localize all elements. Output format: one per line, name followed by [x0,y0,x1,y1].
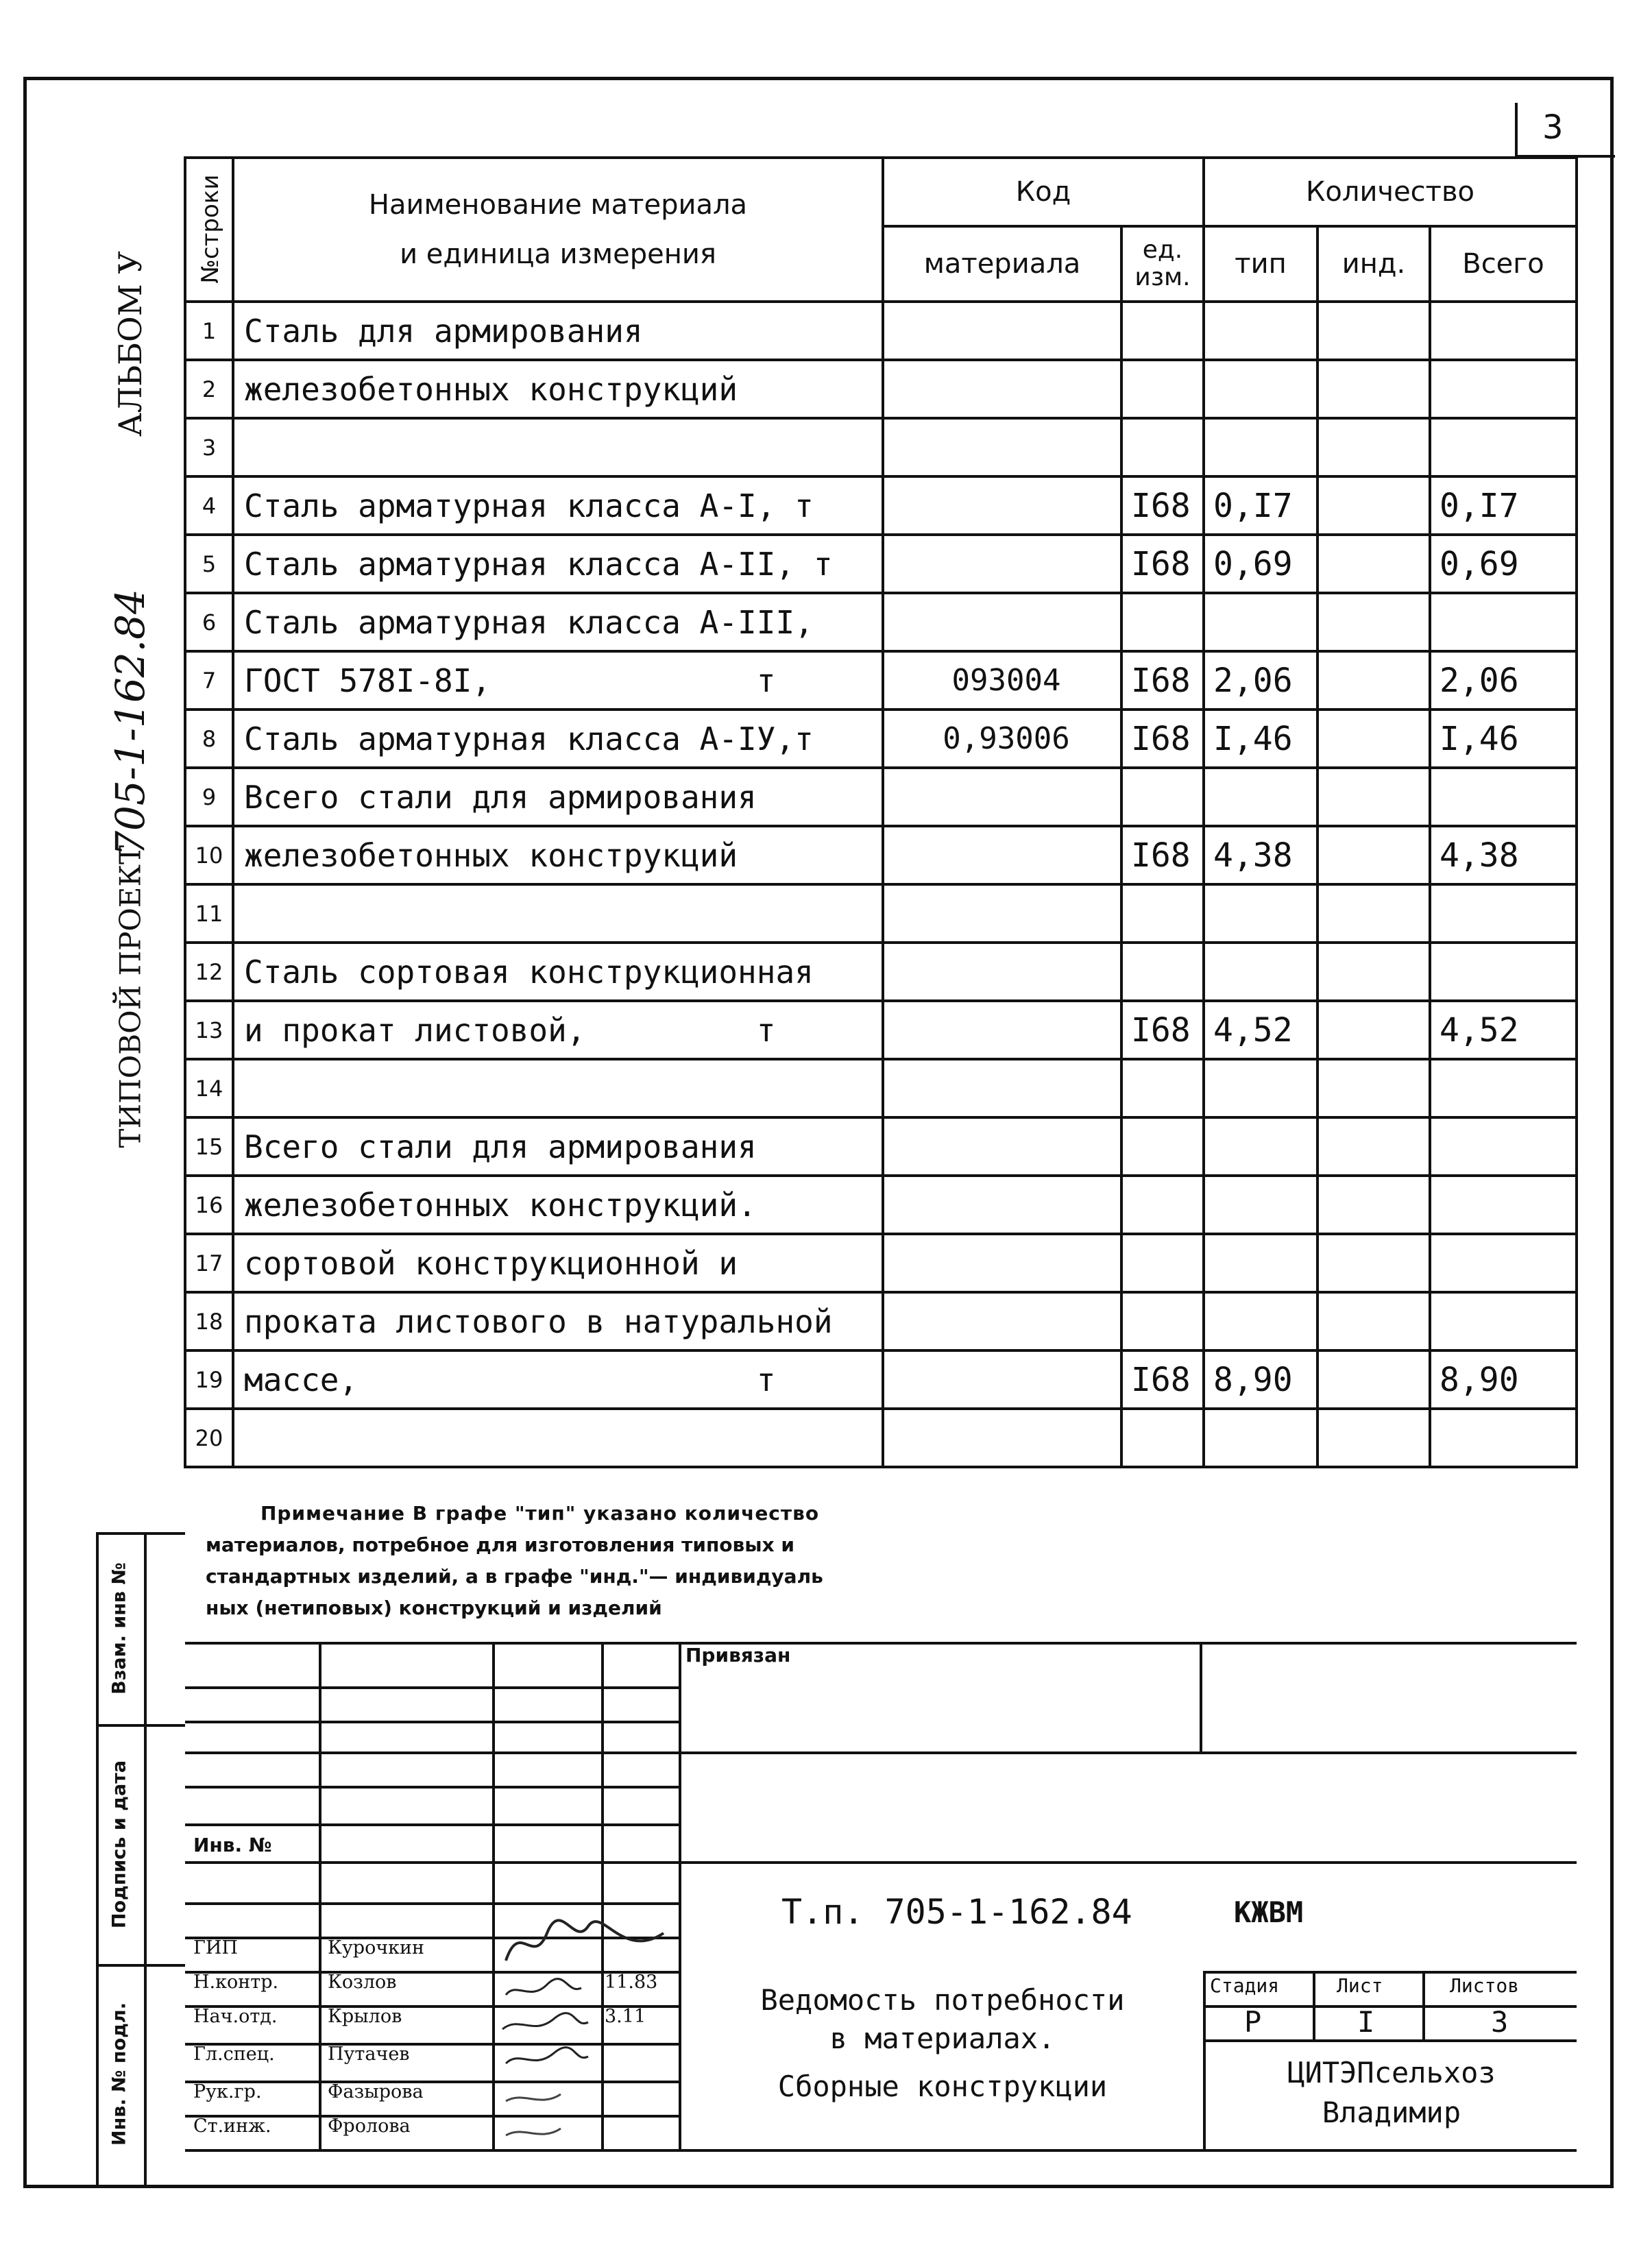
material-code-cell [883,593,1121,651]
note-block [206,1498,1028,1624]
document-code: Т.п. 705-1-162.84 [781,1892,1132,1932]
unit-header: ед. изм. [1121,226,1204,302]
unit-code-cell [1121,1117,1204,1176]
row-number-cell: 8 [185,710,233,768]
table-row [185,476,1577,535]
type-quantity-cell [1204,884,1317,943]
ind-quantity-cell [1317,1001,1430,1059]
bound-label: Привязан [685,1644,791,1666]
unit-code-cell [1121,1292,1204,1350]
inv-no-label: Инв. № [193,1834,272,1856]
material-name-cell: железобетонных конструкций [233,360,883,418]
sheet-label: Лист [1337,1974,1383,1997]
ind-quantity-cell [1317,360,1430,418]
material-code-cell [883,1292,1121,1350]
material-code-cell [883,826,1121,884]
total-quantity-cell [1430,302,1577,360]
row-number-cell: 11 [185,884,233,943]
row-number-cell: 1 [185,302,233,360]
document-title-line-1: Ведомость потребности [760,1983,1125,2017]
total-quantity-cell: 0,I7 [1430,476,1577,535]
ind-quantity-cell [1317,1409,1430,1467]
type-quantity-cell: 8,90 [1204,1350,1317,1409]
signature-gip [506,1920,664,1961]
type-quantity-cell [1204,302,1317,360]
unit-code-cell: I68 [1121,1001,1204,1059]
signatory-role: Рук.гр. [193,2081,262,2102]
material-code-cell [883,1409,1121,1467]
signature-rukgr [506,2094,561,2101]
material-code-cell [883,884,1121,943]
quantity-header: Количество [1204,158,1577,226]
material-name-cell: Сталь сортовая конструкционная [233,943,883,1001]
total-quantity-cell [1430,943,1577,1001]
row-number-cell: 5 [185,535,233,593]
ind-quantity-cell [1317,884,1430,943]
organization-line-2: Владимир [1322,2096,1461,2129]
material-name-cell [233,884,883,943]
row-number-header: №строки [185,158,233,302]
signature-stinzh [506,2129,561,2135]
signatory-role: Н.контр. [193,1972,279,1993]
unit-code-cell [1121,1409,1204,1467]
row-number-cell: 14 [185,1059,233,1117]
note-line-2: материалов, потребное для изготовления типовых и [206,1533,794,1556]
signature-nkontr [506,1979,581,1995]
ind-quantity-cell [1317,710,1430,768]
total-quantity-cell: 2,06 [1430,651,1577,710]
material-name-cell: железобетонных конструкций [233,826,883,884]
material-name-cell: Сталь арматурная класса А-III, [233,593,883,651]
sheets-label: Листов [1450,1974,1520,1997]
document-title [685,1981,1200,2106]
ind-quantity-cell [1317,826,1430,884]
row-number-cell: 20 [185,1409,233,1467]
row-number-cell: 6 [185,593,233,651]
document-mark: КЖВМ [1234,1895,1304,1929]
material-name-cell: проката листового в натуральной [233,1292,883,1350]
stage-label: Стадия [1210,1974,1280,1997]
unit-code-cell: I68 [1121,535,1204,593]
note-line-3: стандартных изделий, а в графе "инд."— индивидуаль [206,1565,823,1588]
unit-code-cell: I68 [1121,476,1204,535]
material-code-cell: 093004 [883,651,1121,710]
sheet-number-box [1515,103,1615,158]
type-quantity-cell: 4,38 [1204,826,1317,884]
ind-quantity-cell [1317,302,1430,360]
type-quantity-cell: 0,I7 [1204,476,1317,535]
material-code-cell [883,360,1121,418]
type-quantity-cell [1204,1176,1317,1234]
material-code-cell [883,1176,1121,1234]
inv-podl-label: Инв. № подл. [108,2002,130,2146]
unit-code-cell [1121,1176,1204,1234]
signatory-name: Фазырова [328,2081,424,2102]
type-quantity-cell: 4,52 [1204,1001,1317,1059]
type-quantity-cell [1204,418,1317,476]
total-quantity-cell [1430,1059,1577,1117]
type-quantity-cell: 0,69 [1204,535,1317,593]
row-number-cell: 9 [185,768,233,826]
signatory-date: 11.83 [605,1972,658,1993]
row-number-cell: 2 [185,360,233,418]
table-row [185,710,1577,768]
material-code-cell [883,1350,1121,1409]
material-code-cell [883,302,1121,360]
material-code-cell [883,1001,1121,1059]
ind-quantity-cell [1317,418,1430,476]
unit-code-cell [1121,768,1204,826]
ind-quantity-cell [1317,943,1430,1001]
material-code-cell [883,418,1121,476]
row-number-cell: 15 [185,1117,233,1176]
total-quantity-cell: 4,52 [1430,1001,1577,1059]
total-quantity-cell [1430,1409,1577,1467]
row-number-cell: 3 [185,418,233,476]
ind-quantity-cell [1317,1350,1430,1409]
unit-code-cell: I68 [1121,651,1204,710]
total-quantity-cell: 0,69 [1430,535,1577,593]
material-name-cell: Сталь арматурная класса А-IУ,т [233,710,883,768]
signatory-name: Курочкин [328,1937,425,1959]
ind-quantity-cell [1317,651,1430,710]
organization [1206,2053,1577,2133]
signatures-graphic [492,1906,679,2149]
sheets-value: 3 [1491,2005,1509,2039]
unit-code-cell: I68 [1121,826,1204,884]
signatory-role: ГИП [193,1937,238,1959]
material-code-cell [883,476,1121,535]
table-row [185,593,1577,651]
material-name-cell: Сталь арматурная класса А-I, т [233,476,883,535]
type-header: тип [1204,226,1317,302]
row-number-cell: 4 [185,476,233,535]
type-quantity-cell [1204,1234,1317,1292]
ind-quantity-cell [1317,476,1430,535]
type-quantity-cell: 2,06 [1204,651,1317,710]
total-quantity-cell [1430,593,1577,651]
sheet-number: 3 [1542,108,1564,147]
material-code-header: материала [883,226,1121,302]
material-name-cell: ГОСТ 578I-8I, т [233,651,883,710]
row-number-cell: 10 [185,826,233,884]
signature-glspec [506,2048,588,2063]
ind-quantity-cell [1317,1117,1430,1176]
table-row [185,943,1577,1001]
material-name-cell: железобетонных конструкций. [233,1176,883,1234]
total-quantity-cell: 8,90 [1430,1350,1577,1409]
unit-code-cell [1121,360,1204,418]
table-row [185,535,1577,593]
total-quantity-cell [1430,1117,1577,1176]
signatory-name: Путачев [328,2044,410,2065]
sheet-value: I [1357,2005,1375,2039]
ind-quantity-cell [1317,768,1430,826]
row-number-cell: 18 [185,1292,233,1350]
ind-header: инд. [1317,226,1430,302]
signatory-role: Нач.отд. [193,2006,278,2027]
material-name-cell: Всего стали для армирования [233,768,883,826]
document-title-line-2: в материалах. [829,2022,1056,2055]
type-quantity-cell [1204,768,1317,826]
table-row [185,651,1577,710]
material-name-cell: сортовой конструкционной и [233,1234,883,1292]
unit-code-cell: I68 [1121,1350,1204,1409]
row-number-cell: 13 [185,1001,233,1059]
signatory-role: Гл.спец. [193,2044,275,2065]
total-quantity-cell [1430,884,1577,943]
total-quantity-cell [1430,418,1577,476]
total-quantity-cell [1430,1292,1577,1350]
material-name-cell: Сталь для армирования [233,302,883,360]
row-number-cell: 19 [185,1350,233,1409]
sign-date-label: Подпись и дата [108,1760,130,1929]
table-row [185,418,1577,476]
signatory-name: Крылов [328,2006,402,2027]
type-quantity-cell [1204,1117,1317,1176]
table-row [185,826,1577,884]
material-name-cell: и прокат листовой, т [233,1001,883,1059]
note-line-1: Примечание В графе "тип" указано количество [260,1502,820,1525]
signature-nach [502,2013,588,2029]
materials-table [184,156,1578,1468]
typical-project-label: ТИПОВОЙ ПРОЕКТ [113,845,147,1148]
ind-quantity-cell [1317,535,1430,593]
type-quantity-cell [1204,1059,1317,1117]
signatory-name: Фролова [328,2115,411,2137]
ind-quantity-cell [1317,593,1430,651]
row-number-cell: 17 [185,1234,233,1292]
unit-code-cell [1121,418,1204,476]
total-quantity-cell [1430,1234,1577,1292]
table-row [185,360,1577,418]
ind-quantity-cell [1317,1176,1430,1234]
table-row [185,1292,1577,1350]
document-title-line-3: Сборные конструкции [777,2070,1108,2103]
type-quantity-cell: I,46 [1204,710,1317,768]
type-quantity-cell [1204,1292,1317,1350]
table-row [185,768,1577,826]
table-row [185,302,1577,360]
unit-code-cell [1121,943,1204,1001]
signatory-name: Козлов [328,1972,397,1993]
type-quantity-cell [1204,1409,1317,1467]
material-code-cell [883,1117,1121,1176]
material-name-cell [233,1059,883,1117]
total-header: Всего [1430,226,1577,302]
material-code-cell [883,1234,1121,1292]
material-name-cell [233,418,883,476]
project-code-handwritten: 705-1-162.84 [107,589,154,856]
table-row [185,1001,1577,1059]
table-row [185,1409,1577,1467]
ind-quantity-cell [1317,1234,1430,1292]
material-name-cell: массе, т [233,1350,883,1409]
table-row [185,1117,1577,1176]
table-row [185,1059,1577,1117]
material-code-cell [883,768,1121,826]
code-header: Код [883,158,1204,226]
signatory-date: 3.11 [605,2006,646,2027]
unit-code-cell [1121,593,1204,651]
material-code-cell [883,535,1121,593]
material-name-cell: Сталь арматурная класса А-II, т [233,535,883,593]
total-quantity-cell [1430,360,1577,418]
signatory-role: Ст.инж. [193,2115,271,2137]
vzam-inv-label: Взам. инв № [108,1562,130,1695]
material-name-cell [233,1409,883,1467]
table-row [185,1176,1577,1234]
row-number-cell: 7 [185,651,233,710]
material-code-cell: 0,93006 [883,710,1121,768]
organization-line-1: ЦИТЭПсельхоз [1287,2056,1496,2089]
stage-value: Р [1244,2005,1262,2039]
total-quantity-cell [1430,1176,1577,1234]
material-name-cell: Всего стали для армирования [233,1117,883,1176]
album-label: АЛЬБОМ У [112,251,149,437]
table-row [185,1350,1577,1409]
note-line-4: ных (нетиповых) конструкций и изделий [206,1597,662,1619]
material-code-cell [883,1059,1121,1117]
unit-code-cell [1121,1059,1204,1117]
unit-code-cell: I68 [1121,710,1204,768]
type-quantity-cell [1204,360,1317,418]
unit-code-cell [1121,1234,1204,1292]
material-code-cell [883,943,1121,1001]
ind-quantity-cell [1317,1292,1430,1350]
row-number-cell: 12 [185,943,233,1001]
type-quantity-cell [1204,593,1317,651]
table-row [185,884,1577,943]
type-quantity-cell [1204,943,1317,1001]
total-quantity-cell: 4,38 [1430,826,1577,884]
row-number-cell: 16 [185,1176,233,1234]
ind-quantity-cell [1317,1059,1430,1117]
total-quantity-cell [1430,768,1577,826]
material-name-header: Наименование материала и единица измерения [233,158,883,302]
table-row [185,1234,1577,1292]
total-quantity-cell: I,46 [1430,710,1577,768]
unit-code-cell [1121,302,1204,360]
unit-code-cell [1121,884,1204,943]
